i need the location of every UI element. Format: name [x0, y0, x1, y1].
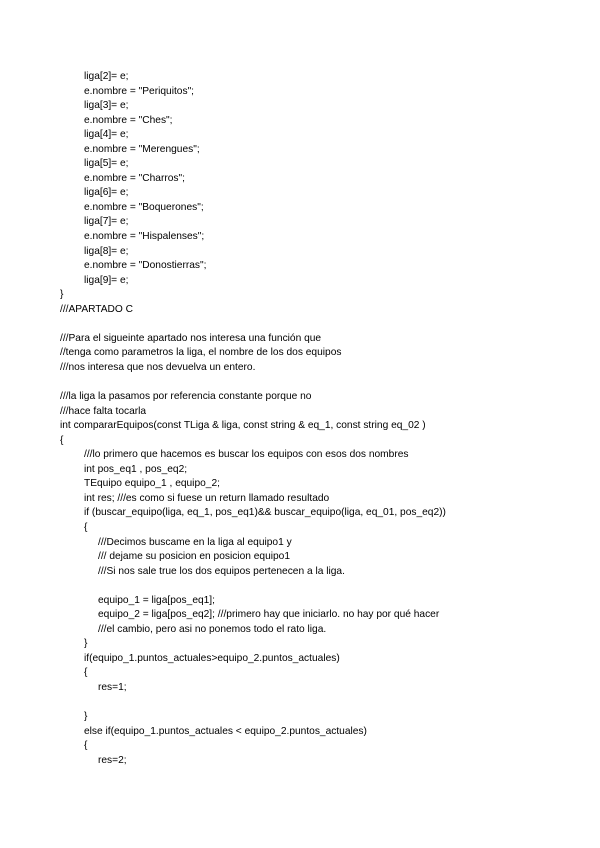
code-line: }	[60, 289, 64, 301]
code-line: {	[60, 434, 64, 446]
code-line: ///nos interesa que nos devuelva un entero.	[60, 361, 256, 373]
code-line: liga[3]= e;	[84, 100, 129, 112]
code-line: e.nombre = "Donostierras";	[84, 260, 207, 272]
code-line: }	[84, 711, 88, 723]
code-line: }	[84, 638, 88, 650]
code-line: if (buscar_equipo(liga, eq_1, pos_eq1)&& buscar_equipo(liga, eq_01, pos_eq2))	[84, 507, 446, 519]
code-line: ///la liga la pasamos por referencia constante porque no	[60, 391, 312, 403]
code-line: equipo_1 = liga[pos_eq1];	[98, 594, 215, 606]
blank-line	[60, 375, 580, 390]
code-line: ///Para el sigueinte apartado nos interesa una función que	[60, 332, 322, 344]
code-line: liga[2]= e;	[84, 71, 129, 82]
code-line: {	[84, 740, 88, 752]
code-listing	[60, 70, 580, 768]
code-line: e.nombre = "Hispalenses";	[84, 231, 205, 243]
code-line: equipo_2 = liga[pos_eq2]; ///primero hay que iniciarlo. no hay por qué hacer	[98, 609, 440, 621]
code-line: ///el cambio, pero asi no ponemos todo el rato liga.	[98, 623, 327, 635]
code-line: if(equipo_1.puntos_actuales>equipo_2.puntos_actuales)	[84, 652, 340, 664]
code-line: liga[6]= e;	[84, 187, 129, 199]
code-line: int res; ///es como si fuese un return llamado resultado	[84, 492, 330, 504]
code-line: else if(equipo_1.puntos_actuales < equipo_2.puntos_actuales)	[84, 725, 367, 737]
code-line: ///lo primero que hacemos es buscar los equipos con esos dos nombres	[84, 449, 409, 461]
code-line: {	[84, 667, 88, 679]
code-line: res=1;	[98, 681, 127, 693]
blank-line	[60, 696, 580, 711]
code-line: liga[7]= e;	[84, 216, 129, 228]
code-line: res=2;	[98, 754, 127, 766]
code-line: ///Si nos sale true los dos equipos pertenecen a la liga.	[98, 565, 345, 577]
blank-line	[60, 317, 580, 332]
code-line: e.nombre = "Charros";	[84, 172, 185, 184]
code-line: int compararEquipos(const TLiga & liga, const string & eq_1, const string eq_02 )	[60, 420, 426, 432]
code-line: liga[4]= e;	[84, 129, 129, 141]
code-line: TEquipo equipo_1 , equipo_2;	[84, 478, 220, 490]
code-line: liga[5]= e;	[84, 158, 129, 170]
code-line: liga[8]= e;	[84, 245, 129, 257]
code-line: ///hace falta tocarla	[60, 405, 147, 417]
code-line: e.nombre = "Ches";	[84, 114, 173, 126]
code-line: /// dejame su posicion en posicion equipo1	[98, 551, 290, 563]
code-line: //tenga como parametros la liga, el nombre de los dos equipos	[60, 347, 342, 359]
code-line: int pos_eq1 , pos_eq2;	[84, 463, 188, 475]
code-line: e.nombre = "Periquitos";	[84, 85, 195, 97]
code-line: liga[9]= e;	[84, 274, 129, 286]
blank-line	[60, 579, 580, 594]
code-line: e.nombre = "Boquerones";	[84, 201, 204, 213]
code-line: ///Decimos buscame en la liga al equipo1 y	[98, 536, 292, 548]
code-line: {	[84, 521, 88, 533]
code-line: e.nombre = "Merengues";	[84, 143, 200, 155]
code-line: ///APARTADO C	[60, 303, 134, 315]
